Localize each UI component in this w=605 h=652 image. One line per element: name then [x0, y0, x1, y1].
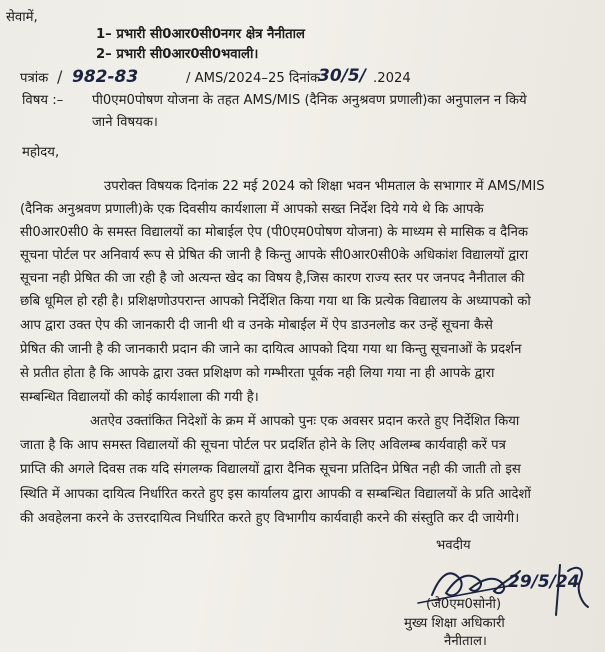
signatory-name: (जे0एम0सोनी) — [426, 597, 502, 612]
paragraph-1-line: प्रेषित की जानी है की जानकारी प्रदान की जाने का दायित्व आपको दिया गया था किन्तु सूचनाओं के प्रदर्शन — [20, 342, 522, 357]
addressee-2: 2– प्रभारी सी0आर0सी0भवाली। — [96, 47, 259, 62]
reference-date-handwritten: 30/5/ — [318, 66, 366, 86]
paragraph-2-line: की अवहेलना करने के उत्तरदायित्व निर्धारित करते हुए विभागीय कार्यवाही करने की संस्तुति कर दी जायेगी। — [20, 511, 520, 526]
paragraph-1-line: छबि धूमिल हो रही है। प्रशिक्षणोउपरान्त आपको निर्देशित किया गया था कि प्रत्येक विद्यालय के अध्यापको को — [20, 294, 531, 309]
subject-label: विषय :– — [22, 93, 64, 108]
paragraph-1-line: (दैनिक अनुश्रवण प्रणाली)के एक दिवसीय कार्यशाला में आपको सख्त निर्देश दिये गये थे कि आपके — [20, 202, 484, 217]
subject-line-2: जाने विषयक। — [92, 115, 158, 130]
paragraph-1-line: से प्रतीत होता है कि आपके द्वारा उक्त प्रशिक्षण को गम्भीरता पूर्वक नही लिया गया ना ही आपके द्वारा — [20, 366, 495, 381]
paragraph-1-line: उपरोक्त विषयक दिनांक 22 मई 2024 को शिक्षा भवन भीमताल के सभागार में AMS/MIS — [104, 179, 545, 194]
paragraph-1-line: सी0आर0सी0 के समस्त विद्यालयों का मोबाईल ऐप (पी0एम0पोषण योजना) के माध्यम से मासिक व दैनिक — [20, 225, 529, 240]
paragraph-1-line: सम्बन्धित विद्यालयों की कोई कार्यशाला की गयी है। — [20, 390, 259, 405]
reference-year: .2024 — [373, 71, 411, 86]
signatory-place: नैनीताल। — [444, 634, 487, 649]
paragraph-1-line: सूचना पोर्टल पर अनिवार्य रूप से प्रेषित की जानी है किन्तु आपके सी0आर0सी0के अधिकांश विद्यालयों द्वारा — [20, 248, 529, 263]
paragraph-1-line: सूचना नही प्रेषित की जा रही है जो अत्यन्त खेद का विषय है,जिस कारण राज्य स्तर पर जनपद नैनीताल की — [20, 271, 525, 286]
salutation-to: सेवामें, — [6, 10, 38, 25]
greeting: महोदय, — [22, 145, 60, 160]
reference-number-handwritten: 982-83 — [72, 67, 139, 87]
paragraph-2-line: जाता है कि आप समस्त विद्यालयों की सूचना पोर्टल पर प्रदर्शित होने के लिए अविलम्ब कार्यवाही करें पत्र — [20, 438, 506, 453]
paragraph-1-line: आप द्वारा उक्त ऐप की जानकारी दी जानी थी व उनके मोबाईल में ऐप डाउनलोड कर उन्हें सूचना कैसे — [20, 318, 493, 333]
signature-date-handwritten: 29/5/24 — [508, 572, 580, 592]
paragraph-2-line: प्राप्ति की अगले दिवस तक यदि संगलग्क विद्यालयों द्वारा दैनिक सूचना प्रतिदिन प्रेषित नही की जाती तो इस — [20, 462, 521, 477]
subject-line-1: पी0एम0पोषण योजना के तहत AMS/MIS (दैनिक अनुश्रवण प्रणाली)का अनुपालन न किये — [92, 93, 527, 108]
reference-code: / AMS/2024–25 दिनांक — [186, 71, 321, 86]
paragraph-2-line: स्थिति में आपका दायित्व निर्धारित करते हुए इस कार्यालय द्वारा आपकी व सम्बन्धित विद्यालयों के प्रति आदेशों — [20, 487, 531, 502]
reference-label: पत्रांक — [20, 71, 49, 86]
paragraph-2-line: अतऐव उक्तांकित निदेशों के क्रम में आपको पुनः एक अवसर प्रदान करते हुए निर्देशित किया — [90, 414, 520, 429]
letter-page: सेवामें, 1– प्रभारी सी0आर0सी0नगर क्षेत्र नैनीताल 2– प्रभारी सी0आर0सी0भवाली। पत्रांक / 982-83 / AMS/2024–25 दिनांक 30/5/ .2024 विषय :– पी0एम0पोषण योजना के तहत AMS/MIS (दैनिक अनुश्रवण प्रणाली)का अनुपालन न किये जाने विषयक। महोदय, उपरोक्त विषयक दिनांक 22 मई 2024 को शिक्षा भवन भीमताल के सभागार में AMS/MIS (दैनिक अनुश्रवण प्रणाली)के एक दिवसीय कार्यशाला में आपको सख्त निर्देश दिये गये थे कि आपके सी0आर0सी0 के समस्त विद्यालयों का मोबाईल ऐप (पी0एम0पोषण योजना) के माध्यम से मासिक व दैनिक सूचना पोर्टल पर अनिवार्य रूप से प्रेषित की जानी है किन्तु आपके सी0आर0सी0के अधिकांश विद्यालयों द्वारा सूचना नही प्रेषित की जा रही है जो अत्यन्त खेद का विषय है,जिस कारण राज्य स्तर पर जनपद नैनीताल की छबि धूमिल हो रही है। प्रशिक्षणोउपरान्त आपको निर्देशित किया गया था कि प्रत्येक विद्यालय के अध्यापको को आप द्वारा उक्त ऐप की जानकारी दी जानी थी व उनके मोबाईल में ऐप डाउनलोड कर उन्हें सूचना कैसे प्रेषित की जानी है की जानकारी प्रदान की जाने का दायित्व आपको दिया गया था किन्तु सूचनाओं के प्रदर्शन से प्रतीत होता है कि आपके द्वारा उक्त प्रशिक्षण को गम्भीरता पूर्वक नही लिया गया ना ही आपके द्वारा सम्बन्धित विद्यालयों की कोई कार्यशाला की गयी है। अतऐव उक्तांकित निदेशों के क्रम में आपको पुनः एक अवसर प्रदान करते हुए निर्देशित किया जाता है कि आप समस्त विद्यालयों की सूचना पोर्टल पर प्रदर्शित होने के लिए अविलम्ब कार्यवाही करें पत्र प्राप्ति की अगले दिवस तक यदि संगलग्क विद्यालयों द्वारा दैनिक सूचना प्रतिदिन प्रेषित नही की जाती तो इस स्थिति में आपका दायित्व निर्धारित करते हुए इस कार्यालय द्वारा आपकी व सम्बन्धित विद्यालयों के प्रति आदेशों की अवहेलना करने के उत्तरदायित्व निर्धारित करते हुए विभागीय कार्यवाही करने की संस्तुति कर दी जायेगी। भवदीय 29/5/24 (जे0एम0सोनी) मुख्य शिक्षा अधिकारी नैनीताल। — [0, 0, 605, 652]
closing: भवदीय — [436, 538, 471, 553]
addressee-1: 1– प्रभारी सी0आर0सी0नगर क्षेत्र नैनीताल — [96, 27, 305, 42]
signatory-designation: मुख्य शिक्षा अधिकारी — [404, 616, 505, 631]
